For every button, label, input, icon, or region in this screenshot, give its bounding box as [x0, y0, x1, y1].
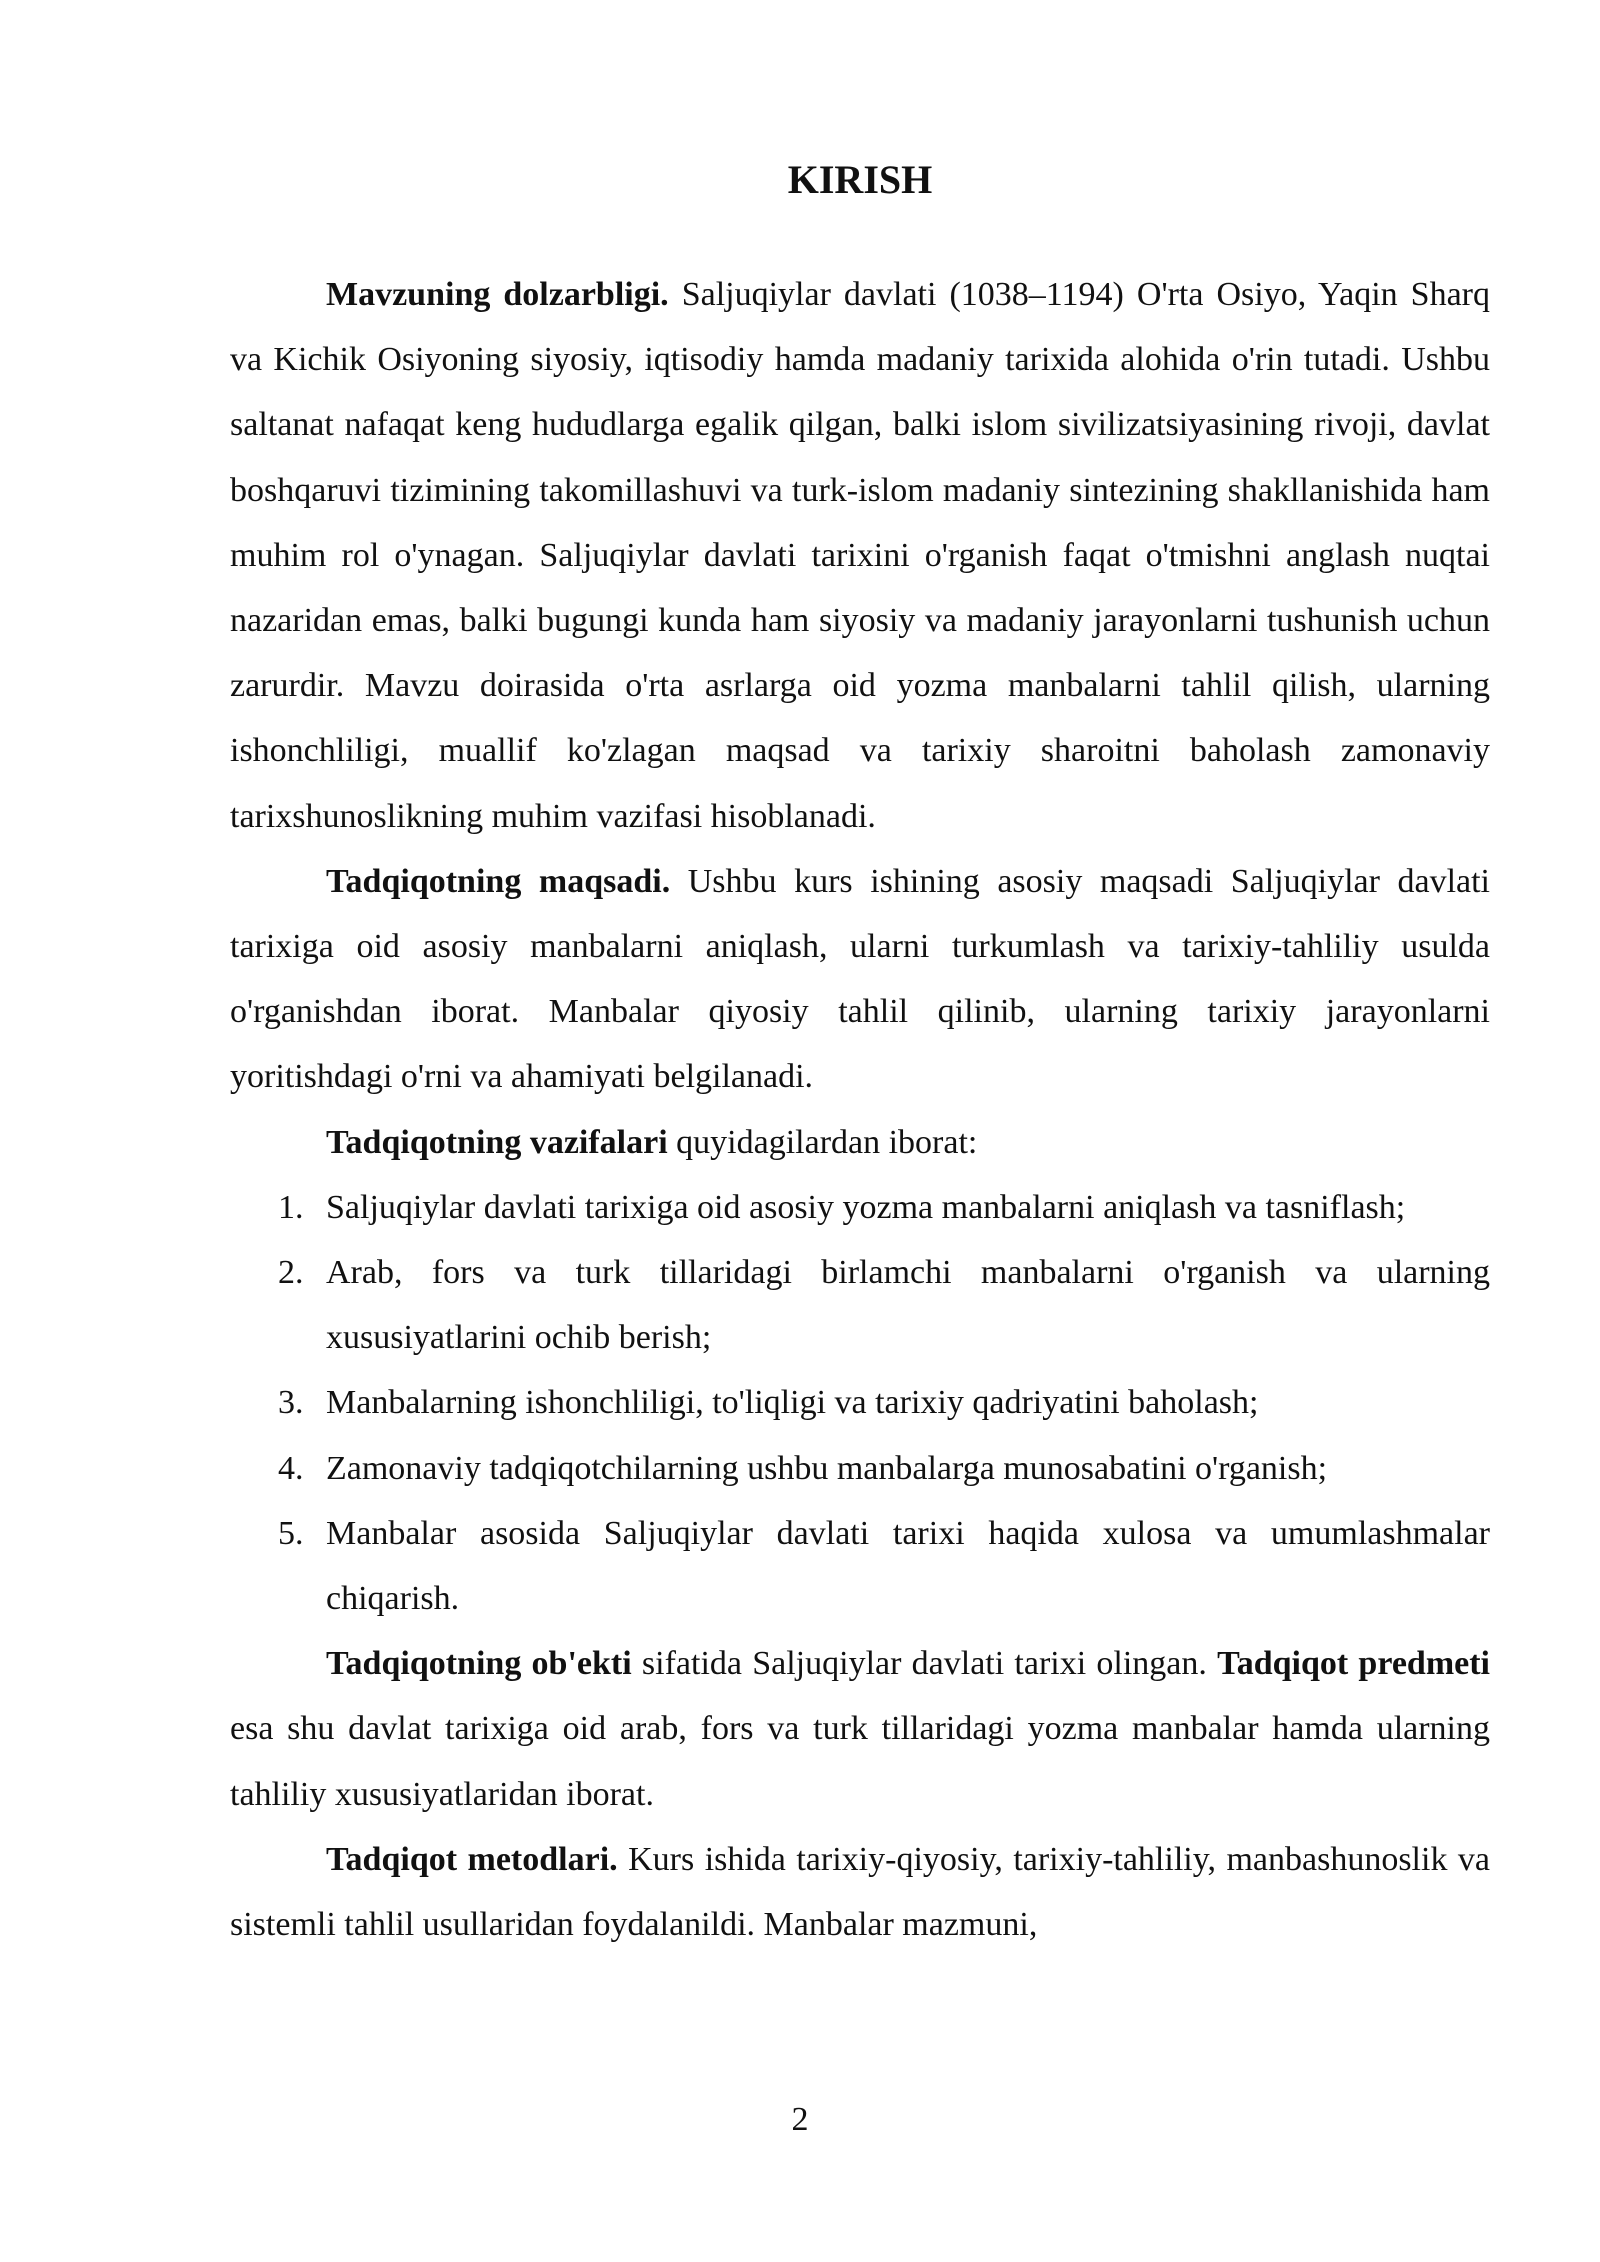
body-text: [230, 262, 1490, 1957]
paragraph-goal: [230, 849, 1490, 1110]
subject-text: esa shu davlat tarixiga oid arab, fors va turk tillaridagi yozma manbalar hamda ularning tahliliy xususiyatlaridan iborat.: [230, 1710, 1490, 1813]
list-item: [230, 1175, 1490, 1240]
list-item: [230, 1240, 1490, 1370]
list-item-text: Manbalar asosida Saljuqiylar davlati tarixi haqida xulosa va umumlashmalar chiqarish.: [326, 1514, 1490, 1618]
tasks-label: Tadqiqotning vazifalari: [326, 1123, 668, 1161]
list-item-number: 3.: [278, 1384, 304, 1422]
goal-label: Tadqiqotning maqsadi.: [326, 862, 671, 900]
list-item-text: Manbalarning ishonchliligi, to'liqligi va tarixiy qadriyatini baholash;: [326, 1384, 1259, 1422]
section-title: KIRISH: [787, 157, 933, 202]
goal-text: Ushbu kurs ishining asosiy maqsadi Saljuqiylar davlati tarixiga oid asosiy manbalarni aniqlash, ularni turkumlash va tarixiy-tahliliy usulda o'rganishdan iborat. Manbalar qiyosiy tahlil qilinib, ularning tarixiy jarayonlarni yoritishdagi o'rni va ahamiyati belgilanadi.: [230, 862, 1491, 1096]
methods-label: Tadqiqot metodlari.: [326, 1840, 618, 1878]
relevance-label: Mavzuning dolzarbligi.: [326, 276, 669, 313]
page-number: 2: [791, 2101, 809, 2138]
list-item-text: Arab, fors va turk tillaridagi birlamchi manbalarni o'rganish va ularning xususiyatlarini ochib berish;: [326, 1254, 1490, 1357]
list-item: [230, 1436, 1490, 1501]
object-label: Tadqiqotning ob'ekti: [326, 1645, 632, 1683]
relevance-text: Saljuqiylar davlati (1038–1194) O'rta Osiyo, Yaqin Sharq va Kichik Osiyoning siyosiy, iqtisodiy hamda madaniy tarixida alohida o'rin tutadi. Ushbu saltanat nafaqat keng hududlarga egalik qilgan, balki islom sivilizatsiyasining rivoji, davlat boshqaruvi tizimining takomillashuvi va turk-islom madaniy sintezining shakllanishida ham muhim rol o'ynagan. Saljuqiylar davlati tarixini o'rganish faqat o'tmishni anglash nuqtai nazaridan emas, balki bugungi kunda ham siyosiy va madaniy jarayonlarni tushunish uchun zarurdir. Mavzu doirasida o'rta asrlarga oid yozma manbalarni tahlil qilish, ularning ishonchliligi, muallif ko'zlagan maqsad va tarixiy sharoitni baholash zamonaviy tarixshunoslikning muhim vazifasi hisoblanadi.: [230, 276, 1490, 835]
list-item-number: 1.: [278, 1188, 304, 1226]
list-item: [230, 1501, 1490, 1631]
list-item-number: 5.: [278, 1514, 304, 1552]
paragraph-methods: [230, 1827, 1490, 1957]
methods-text: Kurs ishida tarixiy-qiyosiy, tarixiy-tahliliy, manbashunoslik va sistemli tahlil usullaridan foydalanildi. Manbalar mazmuni,: [230, 1840, 1491, 1944]
list-item: [230, 1370, 1490, 1435]
list-item-number: 4.: [278, 1449, 304, 1487]
subject-label: Tadqiqot predmeti: [1217, 1645, 1490, 1683]
object-text: sifatida Saljuqiylar davlati tarixi olingan.: [631, 1645, 1218, 1683]
paragraph-tasks-intro: [230, 1110, 1490, 1175]
paragraph-object: [230, 1631, 1490, 1827]
list-item-number: 2.: [278, 1254, 304, 1292]
paragraph-relevance: [230, 262, 1490, 849]
tasks-intro-text: quyidagilardan iborat:: [667, 1123, 978, 1161]
list-item-text: Zamonaviy tadqiqotchilarning ushbu manbalarga munosabatini o'rganish;: [326, 1449, 1328, 1487]
list-item-text: Saljuqiylar davlati tarixiga oid asosiy yozma manbalarni aniqlash va tasniflash;: [326, 1188, 1406, 1226]
tasks-list: [230, 1175, 1490, 1631]
